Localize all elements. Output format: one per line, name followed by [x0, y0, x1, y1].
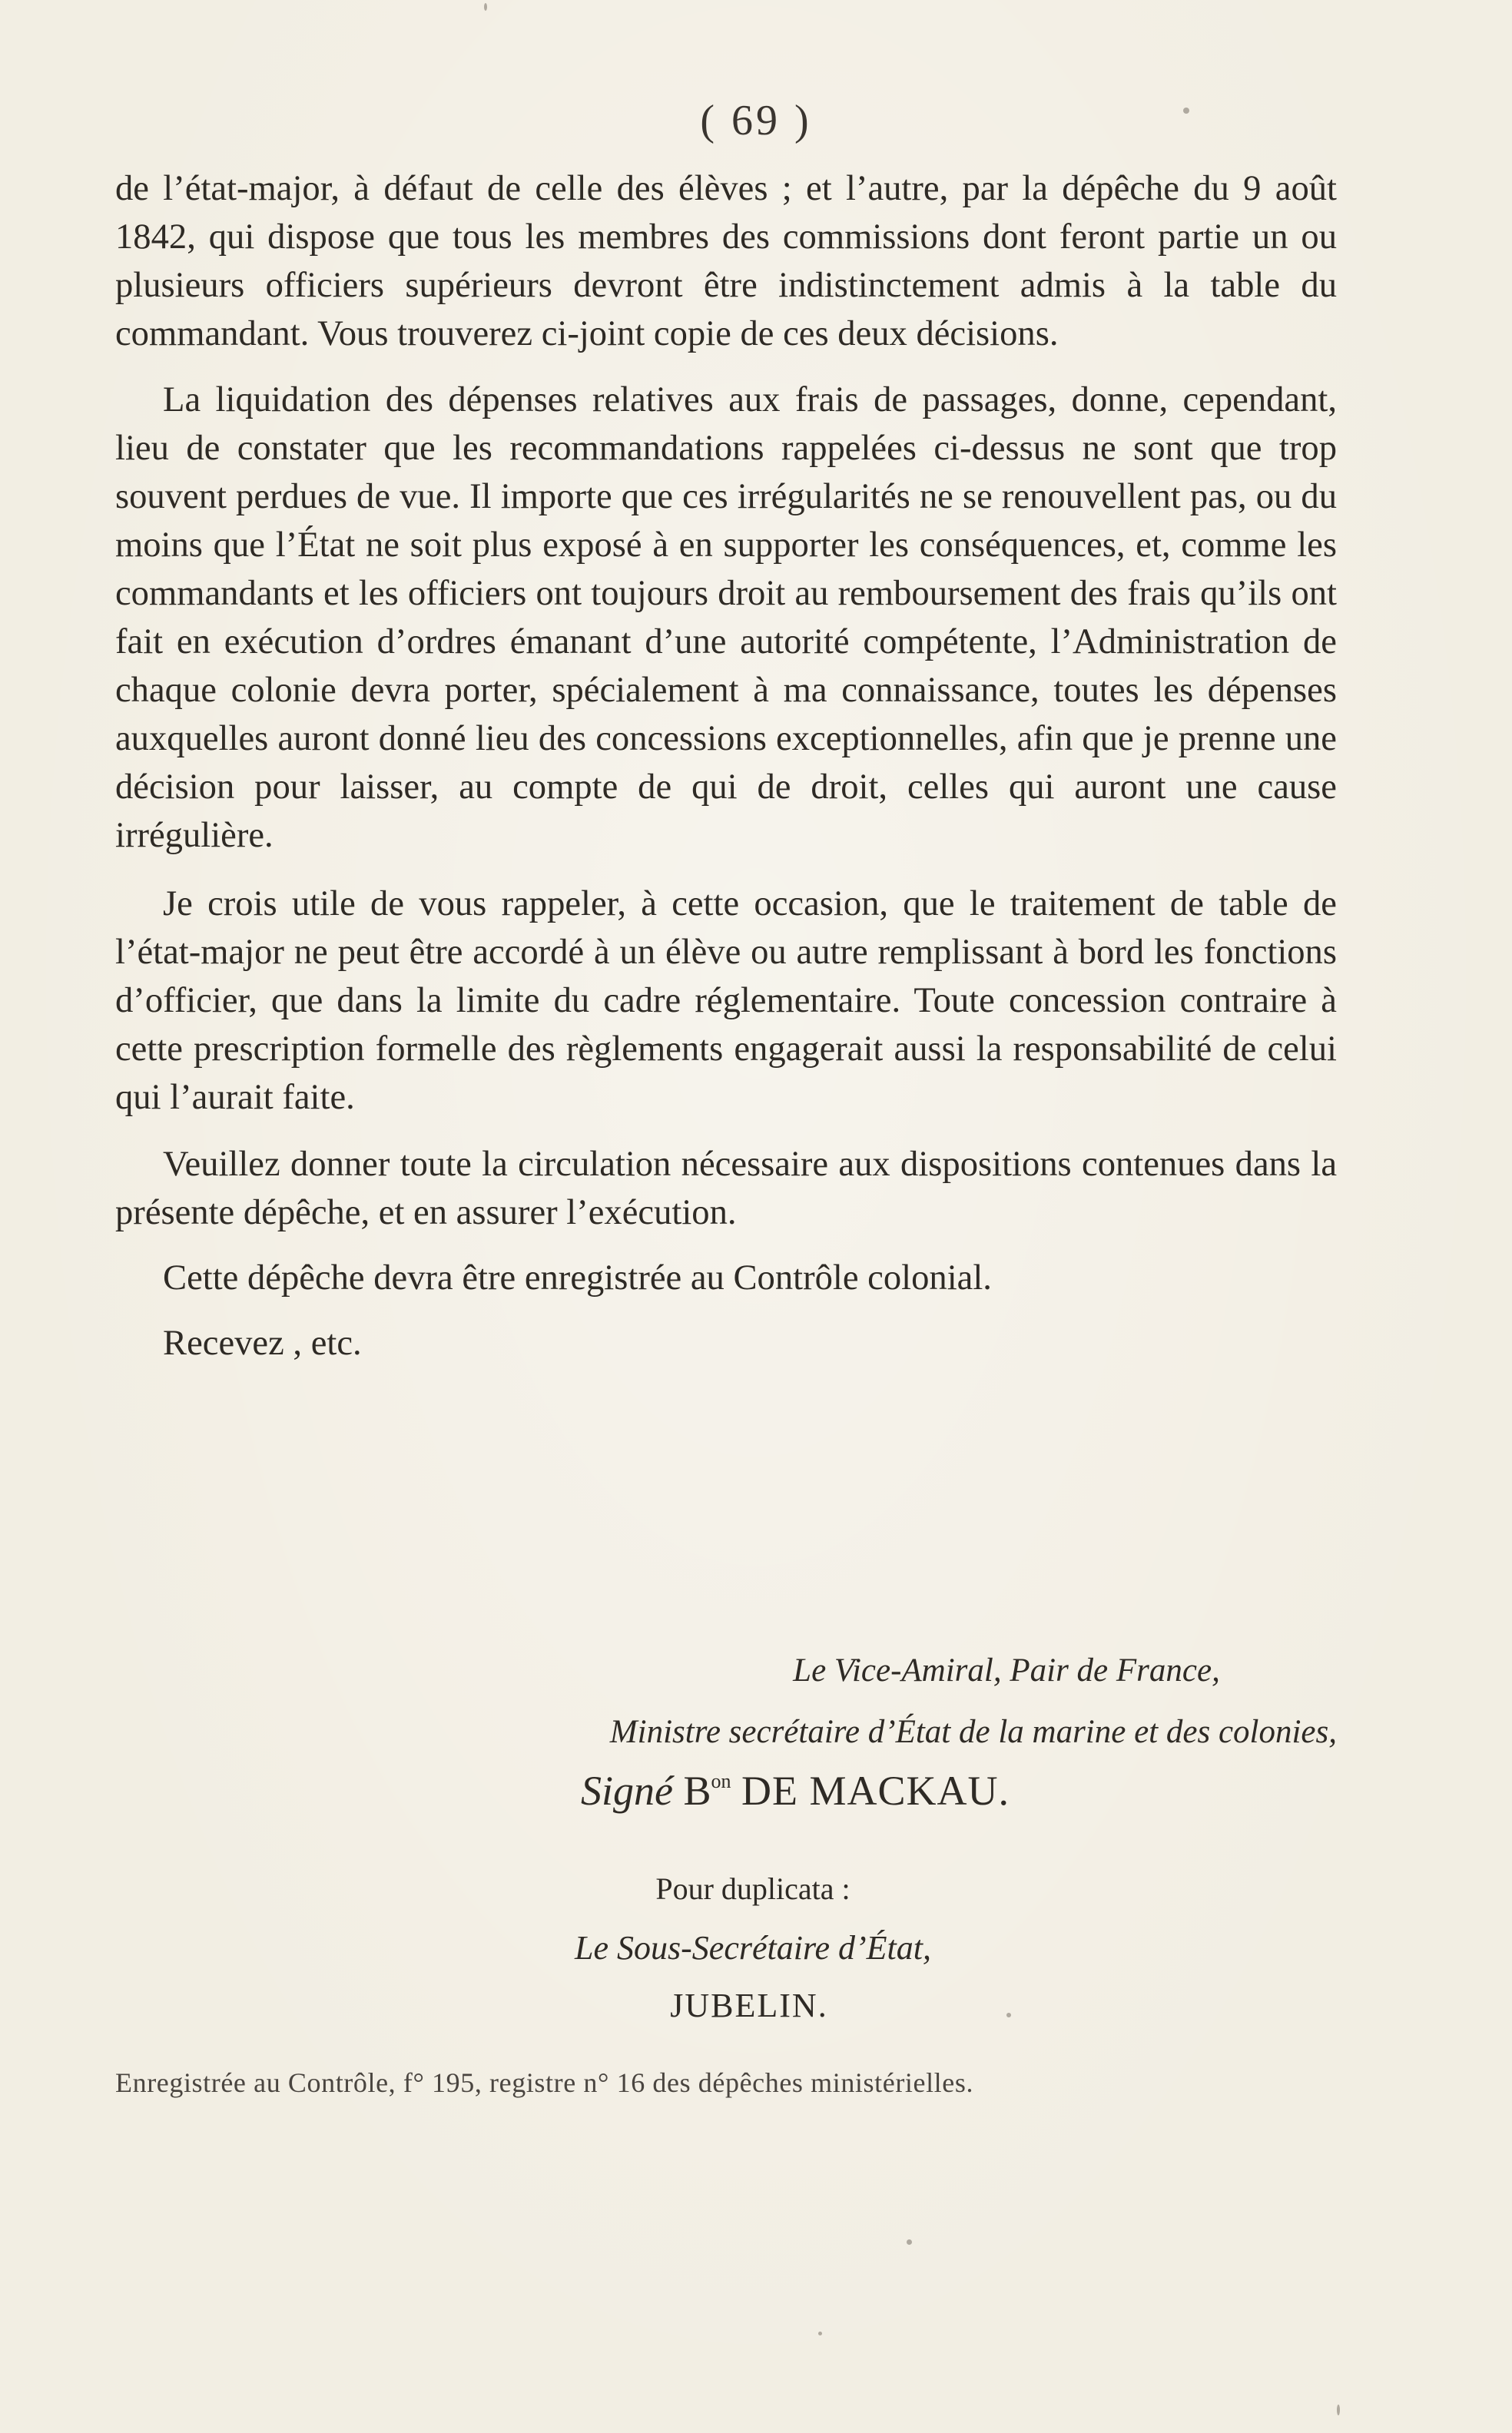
- paragraph-closing: Recevez , etc.: [163, 1323, 362, 1363]
- page-number: ( 69 ): [700, 97, 812, 144]
- paragraph-circulation: Veuillez donner toute la circulation nécessaire aux dispositions contenues dans la présente dépêche, et en assurer l’exécution.: [115, 1144, 1337, 1232]
- paper-speck: [1183, 108, 1189, 114]
- paragraph-table-allowance: Je crois utile de vous rappeler, à cette occasion, que le traitement de table de l’état-major ne peut être accordé à un élève ou autre remplissant à bord les fonctions d’officier, que dans la limite du cadre réglementaire. Toute concession contraire à cette prescription formelle des règlements engagerait aussi la responsabilité de celui qui l’aurait faite.: [115, 883, 1337, 1117]
- paper-speck: [818, 2332, 822, 2335]
- registration-note: Enregistrée au Contrôle, f° 195, registre n° 16 des dépêches ministérielles.: [115, 2067, 974, 2098]
- signatory-surname: DE MACKAU.: [741, 1768, 1010, 1814]
- signatory-name: [369, 1767, 1222, 1815]
- letter-body: [115, 164, 1337, 1367]
- signatory-office: Ministre secrétaire d’État de la marine et des colonies,: [609, 1714, 1337, 1750]
- paper-speck: [907, 2239, 912, 2245]
- paragraph-liquidation: La liquidation des dépenses relatives aux frais de passages, donne, cependant, lieu de constater que les recommandations rappelées ci-dessus ne sont que trop souvent perdues de vue. Il importe que ces irrégularités ne se renouvellent pas, ou du moins que l’État ne soit plus exposé à en supporter les conséquences, et, comme les commandants et les officiers ont toujours droit au remboursement des frais qu’ils ont fait en exécution d’ordres émanant d’une autorité compétente, l’Administration de chaque colonie devra porter, spécialement à ma connaissance, toutes les dépenses auxquelles auront donné lieu des concessions exceptionnelles, afin que je prenne une décision pour laisser, au compte de qui de droit, celles qui auront une cause irrégulière.: [115, 380, 1337, 855]
- signatory-rank: Le Vice-Amiral, Pair de France,: [793, 1652, 1220, 1689]
- duplicate-signatory-name: JUBELIN.: [670, 1987, 828, 2024]
- signed-word: Signé: [580, 1768, 673, 1814]
- baron-letter: B: [683, 1768, 711, 1814]
- paragraph-registration-order: Cette dépêche devra être enregistrée au Contrôle colonial.: [163, 1258, 992, 1298]
- paragraph-continuation: de l’état-major, à défaut de celle des élèves ; et l’autre, par la dépêche du 9 août 1842, qui dispose que tous les membres des commissions dont feront partie un ou plusieurs officiers supérieurs devront être indistinctement admis à la table du commandant. Vous trouverez ci-joint copie de ces deux décisions.: [115, 168, 1337, 353]
- paper-speck: [1006, 2013, 1011, 2017]
- paper-speck: [1337, 2405, 1340, 2415]
- duplicate-signatory-title: Le Sous-Secrétaire d’État,: [575, 1929, 931, 1967]
- baron-superscript: on: [711, 1770, 731, 1792]
- baron-abbreviation: [683, 1768, 731, 1814]
- duplicate-label: Pour duplicata :: [655, 1871, 850, 1906]
- paper-speck: [484, 3, 487, 11]
